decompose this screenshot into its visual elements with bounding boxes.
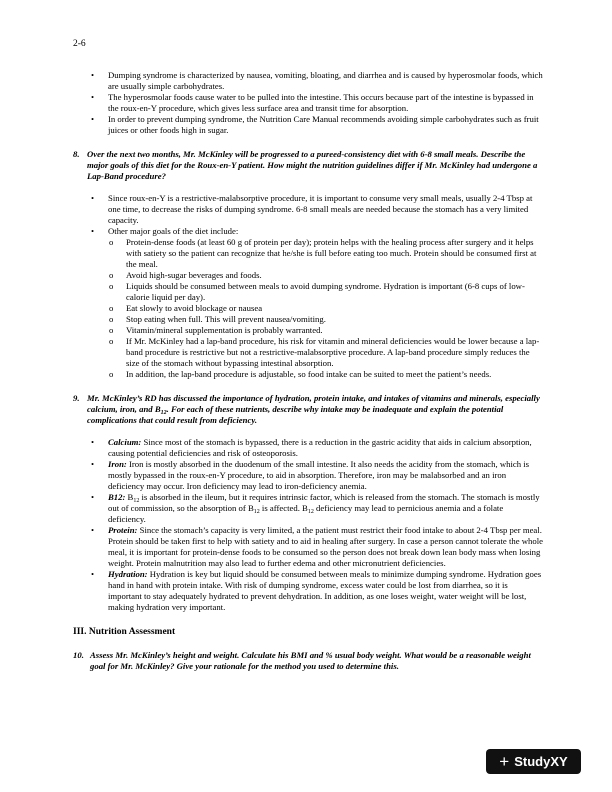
item-label: B12: xyxy=(108,492,126,502)
item-text: Since the stomach’s capacity is very limited, a the patient must restrict their food intake to about 2-4 Tbsp per meal. Protein should be taken first to help with satiety and to aid in healing after surgery. In case a person cannot tolerate the whole meal, it is important for protein-dense foods to be consumed so the person does not break down lean body mass when losing weight. Protein malnutrition may also lead to further edema and other micronutrient deficiencies. xyxy=(108,525,543,568)
item-text: Since most of the stomach is bypassed, there is a reduction in the gastric acidity that aids in calcium absorption, causing potential deficiencies and risk of osteoporosis. xyxy=(108,437,532,458)
item-label: Protein: xyxy=(108,525,138,535)
item-label: Iron: xyxy=(108,459,127,469)
list-item-calcium xyxy=(73,437,543,459)
list-item xyxy=(73,226,543,380)
sub-list-item: o Avoid high-sugar beverages and foods. xyxy=(91,270,543,281)
item-text: Iron is mostly absorbed in the duodenum of the small intestine. It also needs the acidity from the stomach, which is mostly bypassed in the roux-en-Y procedure, to aid in absorption. Therefore, iron may be malabsorbed and an iron deficiency may occur. Iron deficiency may lead to iron-deficiency anemia. xyxy=(108,459,530,491)
item-text: is affected. B xyxy=(259,503,308,513)
sub-list-item: o Stop eating when full. This will prevent nausea/vomiting. xyxy=(91,314,543,325)
question-text: Assess Mr. McKinley’s height and weight. Calculate his BMI and % usual body weight. What would be a reasonable weight goal for Mr. McKinley? Give your rationale for the method you used to determine this. xyxy=(90,650,531,671)
studyxy-logo xyxy=(486,749,581,774)
subscript: 12 xyxy=(307,509,314,515)
sub-list-item: o Protein-dense foods (at least 60 g of protein per day); protein helps with the healing process after surgery and it helps with satiety so the patient can recognize that he/she is full before eating too much. Protein should be consumed first at the meal. xyxy=(91,237,543,270)
intro-bullet-list xyxy=(73,70,543,136)
list-item: • Since roux-en-Y is a restrictive-malabsorptive procedure, it is important to consume very small meals, usually 2-4 Tbsp at one time, to decrease the risks of dumping syndrome. 6-8 small meals are needed because the stomach has a very limited capacity. xyxy=(73,193,543,226)
item-text: is absorbed in the ileum, but it requires intrinsic factor, which is released from the stomach. The stomach is mostly out of commission, so the absorption of B xyxy=(108,492,540,513)
list-item: • In order to prevent dumping syndrome, the Nutrition Care Manual recommends avoiding simple carbohydrates such as fruit juices or other foods high in sugar. xyxy=(73,114,543,136)
list-item-iron xyxy=(73,459,543,492)
item-text: B xyxy=(125,492,134,502)
answer-9-list xyxy=(73,437,543,613)
sub-list-item: o Liquids should be consumed between meals to avoid dumping syndrome. Hydration is important (6-8 cups of low-calorie liquid per day). xyxy=(91,281,543,303)
list-item-text: Other major goals of the diet include: xyxy=(108,226,239,236)
question-number: 8. xyxy=(73,149,80,159)
list-item-hydration xyxy=(73,569,543,613)
list-item: • The hyperosmolar foods cause water to be pulled into the intestine. This occurs because part of the intestine is bypassed in the roux-en-Y procedure, which gives less surface area and transit time for absorption. xyxy=(73,92,543,114)
item-text: Hydration is key but liquid should be consumed between meals to minimize dumping syndrome. Hydration goes hand in hand with protein intake. With risk of dumping syndrome, excess water could be lost from diarrhea, so it is important to stay adequately hydrated to prevent dehydration. In addition, as one loses weight, water weight will be lost, making hydration very important. xyxy=(108,569,542,612)
list-item: • Dumping syndrome is characterized by nausea, vomiting, bloating, and diarrhea and is caused by hyperosmolar foods, which are usually simple carbohydrates. xyxy=(73,70,543,92)
sub-list-item: o Vitamin/mineral supplementation is probably warranted. xyxy=(91,325,543,336)
list-item-b12 xyxy=(73,492,543,525)
sub-list-item: o In addition, the lap-band procedure is adjustable, so food intake can be suited to meet the patient’s needs. xyxy=(91,369,543,380)
question-9 xyxy=(73,393,543,426)
plus-icon: + xyxy=(499,751,510,771)
sub-list-item: o If Mr. McKinley had a lap-band procedure, his risk for vitamin and mineral deficiencies would be lower because a lap-band procedure is restrictive but not a restrictive-malabsorptive procedure. A lap-band procedure simply reduces the size of the stomach without bypassing intestinal absorption. xyxy=(91,336,543,369)
item-text: deficiency may lead to pernicious anemia and a folate deficiency. xyxy=(108,503,504,524)
question-text-cont: . For each of these nutrients, describe why intake may be inadequate and explain the potential complications that could result from deficiency. xyxy=(87,404,504,425)
logo-text: StudyXY xyxy=(514,754,568,769)
subscript: 12 xyxy=(253,509,260,515)
sub-list-item: o Eat slowly to avoid blockage or nausea xyxy=(91,303,543,314)
question-number: 10. xyxy=(73,650,84,660)
list-item-protein xyxy=(73,525,543,569)
item-label: Hydration: xyxy=(108,569,148,579)
question-text: Mr. McKinley’s RD has discussed the importance of hydration, protein intake, and intakes of vitamins and minerals, especially calcium, iron, and B xyxy=(87,393,540,414)
page-number: 2-6 xyxy=(73,39,86,49)
sub-list xyxy=(91,237,543,380)
question-number: 9. xyxy=(73,393,80,403)
question-text: Over the next two months, Mr. McKinley will be progressed to a pureed-consistency diet with 6-8 small meals. Describe the major goals of this diet for the Roux-en-Y patient. How might the nutrition guidelines differ if Mr. McKinley had undergone a Lap-Band procedure? xyxy=(87,149,538,181)
item-label: Calcium: xyxy=(108,437,142,447)
question-8 xyxy=(73,149,543,182)
subscript: 12 xyxy=(133,498,140,504)
question-10 xyxy=(73,650,543,672)
section-heading: III. Nutrition Assessment xyxy=(73,627,176,637)
document-body xyxy=(73,70,543,672)
subscript: 12 xyxy=(160,410,167,416)
answer-8-list xyxy=(73,193,543,380)
